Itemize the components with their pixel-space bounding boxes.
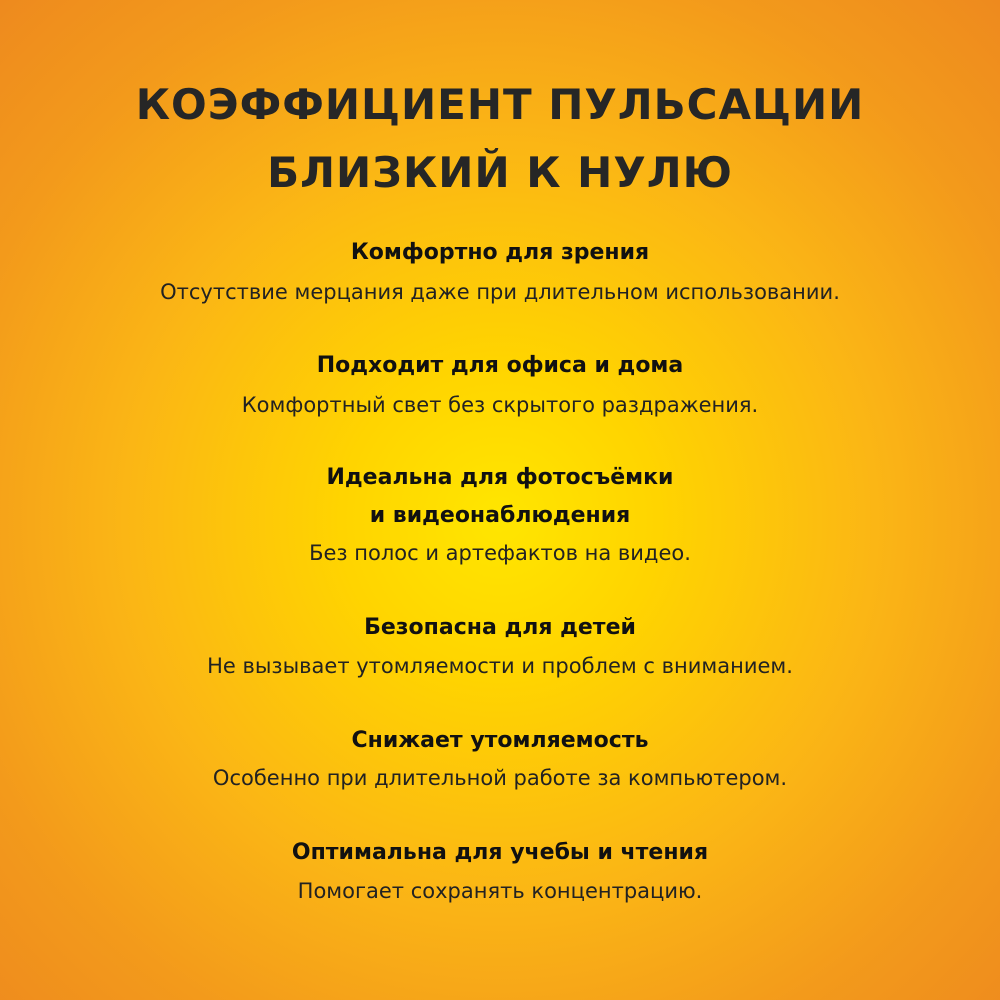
- feature-heading-vision-comfort: Комфортно для зрения: [350, 240, 650, 265]
- feature-heading-child-safe: Безопасна для детей: [364, 615, 636, 640]
- feature-heading-photo-line-1: Идеальна для фотосъёмки: [326, 465, 674, 490]
- feature-heading-office-home: Подходит для офиса и дома: [316, 353, 684, 378]
- feature-description-photo: Без полос и артефактов на видео.: [309, 541, 691, 565]
- feature-description-office-home: Комфортный свет без скрытого раздражения.: [241, 393, 759, 417]
- feature-description-child-safe: Не вызывает утомляемости и проблем с вниманием.: [207, 654, 793, 678]
- feature-heading-reduces-fatigue: Снижает утомляемость: [351, 728, 649, 753]
- feature-description-reduces-fatigue: Особенно при длительной работе за компьютером.: [212, 766, 788, 790]
- feature-description-study-reading: Помогает сохранять концентрацию.: [297, 879, 703, 903]
- feature-heading-photo-line-2: и видеонаблюдения: [369, 503, 631, 528]
- title-line-2: БЛИЗКИЙ К НУЛЮ: [267, 148, 733, 197]
- feature-heading-study-reading: Оптимальна для учебы и чтения: [291, 840, 709, 865]
- title-line-1: КОЭФФИЦИЕНТ ПУЛЬСАЦИИ: [135, 80, 865, 129]
- feature-description-vision-comfort: Отсутствие мерцания даже при длительном использовании.: [160, 280, 840, 304]
